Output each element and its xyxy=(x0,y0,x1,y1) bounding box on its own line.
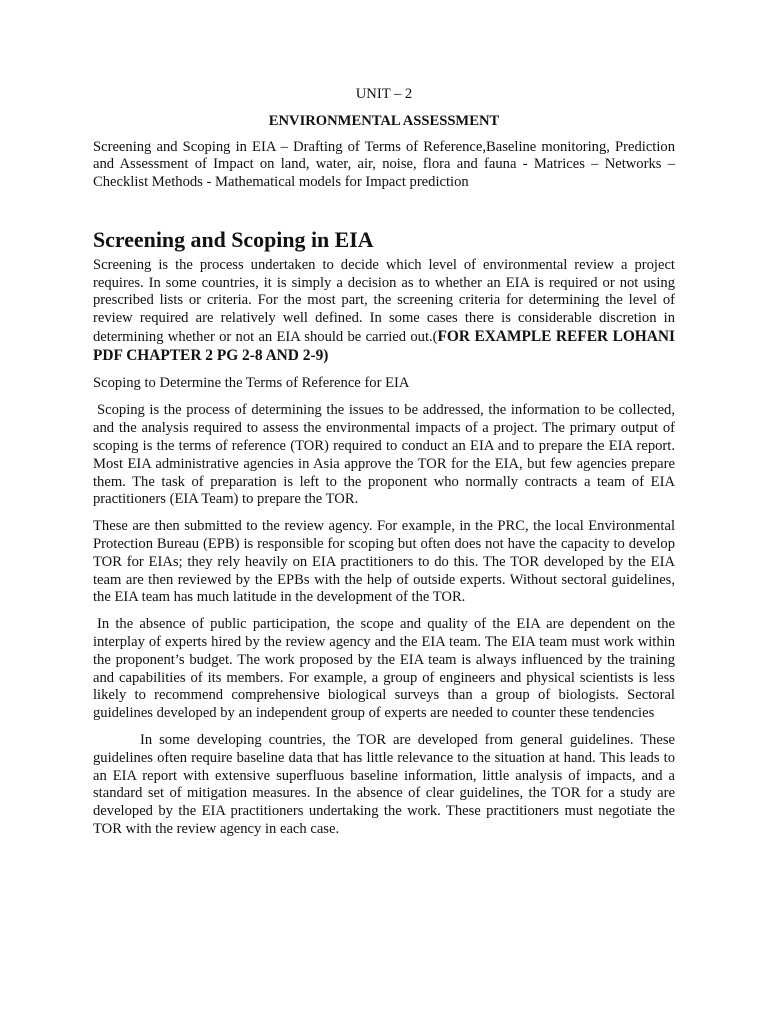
document-page xyxy=(93,86,675,848)
unit-topics: Screening and Scoping in EIA – Drafting of Terms of Reference,Baseline monitoring, Prediction and Assessment of Impact on land, water, air, noise, flora and fauna - Matrices – Networks – Checklist Methods - Mathematical models for Impact prediction xyxy=(93,138,675,191)
document-title: ENVIRONMENTAL ASSESSMENT xyxy=(268,112,500,129)
unit-label: UNIT – 2 xyxy=(355,86,413,102)
reference-note: FOR EXAMPLE REFER LOHANI PDF CHAPTER 2 PG 2-8 AND 2-9) xyxy=(93,327,675,364)
screening-text: Screening is the process undertaken to decide which level of environmental review a project requires. In some countries, it is simply a decision as to whether an EIA is required or not using prescribed lists or criteria. For the most part, the screening criteria for determining the level of review required are relatively well defined. In some cases there is considerable discretion in determining whether or not an EIA should be carried out.( xyxy=(93,256,675,345)
scoping-paragraph: Scoping is the process of determining the issues to be addressed, the information to be collected, and the analysis required to assess the environmental impacts of a project. The primary output of scoping is the terms of reference (TOR) required to conduct an EIA and to prepare the EIA report. Most EIA administrative agencies in Asia approve the TOR for the EIA, but few agencies prepare them. The task of preparation is left to the proponent who normally contracts a team of EIA practitioners (EIA Team) to prepare the TOR. xyxy=(93,402,675,508)
developing-countries-paragraph: In some developing countries, the TOR are developed from general guidelines. These guidelines often require baseline data that has little relevance to the situation at hand. This leads to an EIA report with extensive superfluous baseline information, little analysis of impacts, and a standard set of mitigation measures. In the absence of clear guidelines, the TOR for a study are developed by the EIA practitioners undertaking the work. These practitioners must negotiate the TOR with the review agency in each case. xyxy=(93,731,675,837)
section-heading: Screening and Scoping in EIA xyxy=(93,226,374,252)
screening-paragraph xyxy=(93,257,675,366)
public-participation-paragraph: In the absence of public participation, the scope and quality of the EIA are dependent on the interplay of experts hired by the review agency and the EIA team. The EIA team must work within the proponent’s budget. The work proposed by the EIA team is always influenced by the training and capabilities of its members. For example, a group of engineers and physical scientists is less likely to recommend comprehensive biological surveys than a group of biologists. Sectoral guidelines developed by an independent group of experts are needed to counter these tendencies xyxy=(93,616,675,722)
scoping-heading: Scoping to Determine the Terms of Reference for EIA xyxy=(93,374,410,391)
review-agency-paragraph: These are then submitted to the review agency. For example, in the PRC, the local Environmental Protection Bureau (EPB) is responsible for scoping but often does not have the capacity to develop TOR for EIAs; they rely heavily on EIA practitioners to do this. The TOR developed by the EIA team are then reviewed by the EPBs with the help of outside experts. Without sectoral guidelines, the EIA team has much latitude in the development of the TOR. xyxy=(93,518,675,606)
